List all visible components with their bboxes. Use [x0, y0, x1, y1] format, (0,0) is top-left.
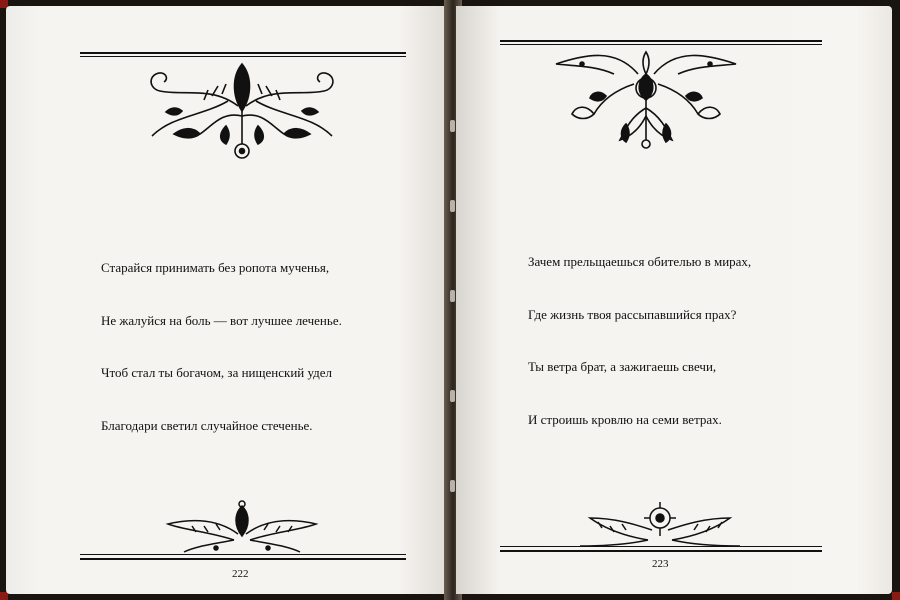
poem-quatrain — [101, 224, 342, 469]
poem-line-3: Ты ветра брат, а зажигаешь свечи, — [528, 359, 717, 374]
binding-stitch — [450, 390, 455, 402]
poem-line-1: Старайся принимать без ропота мученья, — [101, 260, 330, 275]
poem-line-4: И строишь кровлю на семи ветрах. — [528, 411, 722, 427]
top-rule — [80, 52, 406, 54]
binding-stitch — [450, 120, 455, 132]
floral-headpiece-ornament — [142, 56, 342, 160]
binding-stitch — [450, 290, 455, 302]
floral-tailpiece-ornament — [164, 496, 320, 554]
bottom-rule — [500, 550, 822, 552]
poem-line-4: Благодари светил случайное стеченье. — [101, 417, 313, 433]
poem-line-1: Зачем прельщаешься обителью в мирах, — [528, 254, 752, 269]
binding-stitch — [450, 480, 455, 492]
floral-headpiece-ornament — [546, 44, 746, 154]
poem-line-2: Не жалуйся на боль — вот лучшее леченье. — [101, 312, 342, 328]
binding-stitch — [450, 200, 455, 212]
page-number: 222 — [232, 568, 249, 580]
poem-line-2: Где жизнь твоя рассыпавшийся прах? — [528, 306, 737, 322]
cover-corner-bottom-right — [892, 592, 900, 600]
top-rule — [500, 40, 822, 42]
bottom-rule — [80, 558, 406, 560]
poem-quatrain — [528, 218, 751, 463]
left-page — [6, 6, 452, 594]
poem-line-3: Чтоб стал ты богачом, за нищенский удел — [101, 365, 333, 380]
bottom-rule-thin — [80, 554, 406, 555]
bottom-rule-thin — [500, 546, 822, 547]
page-number: 223 — [652, 558, 669, 570]
right-page — [456, 6, 892, 594]
floral-rosette-tailpiece-ornament — [574, 496, 746, 552]
